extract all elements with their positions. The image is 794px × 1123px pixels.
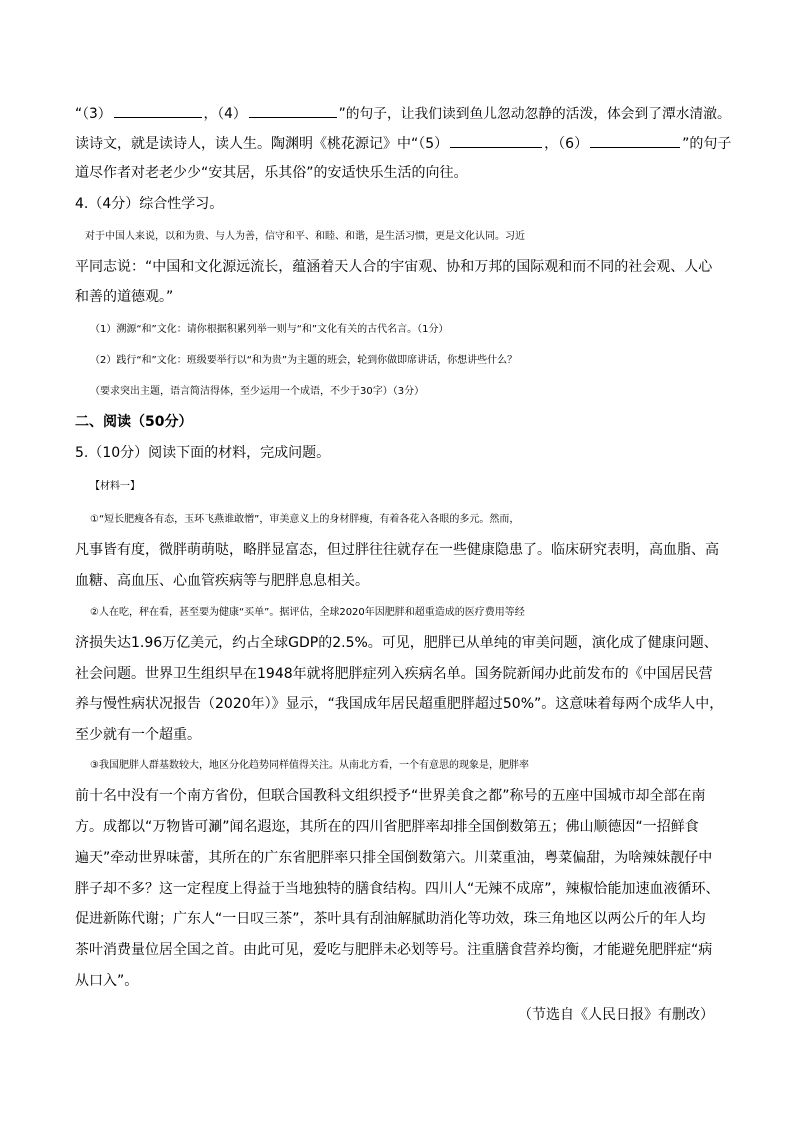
material-one-label: 【材料一】 (90, 481, 140, 492)
para3-line-7: 茶叶消费量位居全国之首。由此可见，爱吃与肥胖未必划等号。注重膳食营养均衡，才能避免肥胖症“病 (75, 942, 713, 958)
para1-line-1: ①“短长肥瘦各有态，玉环飞燕谁敢憎”，审美意义上的身材胖瘦，有着各花入各眼的多元。然而， (90, 514, 520, 525)
section-heading-reading: 二、阅读（50分） (75, 414, 193, 430)
poem-line-1-part-3: ”的句子，让我们读到鱼儿忽动忽静的活泼，体会到了潭水清澈。 (338, 106, 731, 122)
answer-blank-6[interactable] (590, 133, 680, 148)
answer-blank-3[interactable] (114, 103, 202, 118)
para3-line-8: 从口入”。 (75, 973, 139, 989)
q5-title: 5.（10分）阅读下面的材料，完成问题。 (75, 445, 331, 461)
source-citation: （节选自《人民日报》有删改） (518, 1007, 714, 1023)
q4-sub2-requirement: （要求突出主题，语言简洁得体，至少运用一个成语，不少于30字）（3分） (90, 386, 425, 397)
poem-line-2-part-3: ”的句子 (682, 136, 732, 152)
para3-line-5: 胖子却不多？这一定程度上得益于当地独特的膳食结构。四川人“无辣不成席”，辣椒恰能加速血液循环、 (75, 881, 720, 897)
poem-line-3: 道尽作者对老老少少“安其居，乐其俗”的安适快乐生活的向往。 (75, 165, 468, 181)
poem-line-2-part-1: 读诗文，就是读诗人，读人生。陶渊明《桃花源记》中“（5） (75, 136, 449, 152)
para2-line-1: ②人在吃，秤在看，甚至要为健康“买单”。据评估，全球2020年因肥胖和超重造成的医疗费用等经 (90, 607, 525, 618)
para3-line-1: ③我国肥胖人群基数较大，地区分化趋势同样值得关注。从南北方看，一个有意思的现象是，肥胖率 (90, 760, 529, 771)
para3-line-2: 前十名中没有一个南方省份，但联合国教科文组织授予“世界美食之都”称号的五座中国城市却全部在南 (75, 788, 706, 804)
poem-line-1-part-2: ，（4） (203, 106, 247, 122)
q4-title: 4.（4分）综合性学习。 (75, 196, 224, 212)
para2-line-5: 至少就有一个超重。 (75, 727, 201, 743)
para2-line-4: 养与慢性病状况报告（2020年）》显示，“我国成年居民超重肥胖超过50%”。这意味着每两个成华人中， (75, 696, 724, 712)
q4-sub1: （1）溯源“和”文化：请你根据积累列举一则与“和”文化有关的古代名言。（1分） (90, 324, 449, 335)
answer-blank-5[interactable] (450, 133, 542, 148)
para2-line-3: 社会问题。世界卫生组织早在1948年就将肥胖症列入疾病名单。国务院新闻办此前发布的《中国居民营 (75, 666, 713, 682)
q4-intro-line-1: 对于中国人来说，以和为贵、与人为善，信守和平、和睦、和谐，是生活习惯，更是文化认同。习近 (85, 231, 525, 242)
q4-intro-line-3: 和善的道德观。” (75, 289, 174, 305)
para3-line-4: 遍天”牵动世界味蕾，其所在的广东省肥胖率只排全国倒数第六。川菜重油，粤菜偏甜，为啥辣妹靓仔中 (75, 850, 713, 866)
para2-line-2: 济损失达1.96万亿美元，约占全球GDP的2.5%。可见，肥胖已从单纯的审美问题，演化成了健康问题、 (75, 635, 718, 651)
para1-line-3: 血糖、高血压、心血管疾病等与肥胖息息相关。 (75, 573, 369, 589)
answer-blank-4[interactable] (249, 103, 337, 118)
poem-line-2 (75, 133, 732, 154)
poem-line-1 (75, 103, 731, 124)
poem-line-1-part-1: “（3） (75, 106, 112, 122)
para3-line-3: 方。成都以“万物皆可涮”闻名遐迩，其所在的四川省肥胖率却排全国倒数第五；佛山顺德因“一招鲜食 (75, 819, 699, 835)
q4-sub2: （2）践行“和”文化：班级要举行以“和为贵”为主题的班会，轮到你做即席讲话，你想讲些什么？ (90, 355, 518, 366)
q4-intro-line-2: 平同志说：“中国和文化源远流长，蕴涵着天人合的宇宙观、协和万邦的国际观和而不同的社会观、人心 (75, 259, 713, 275)
poem-line-2-part-2: ，（6） (544, 136, 589, 152)
para1-line-2: 凡事皆有度，微胖萌萌哒，略胖显富态，但过胖往往就存在一些健康隐患了。临床研究表明，高血脂、高 (75, 542, 719, 558)
para3-line-6: 促进新陈代谢；广东人“一日叹三茶”，茶叶具有刮油解腻助消化等功效，珠三角地区以两公斤的年人均 (75, 911, 706, 927)
